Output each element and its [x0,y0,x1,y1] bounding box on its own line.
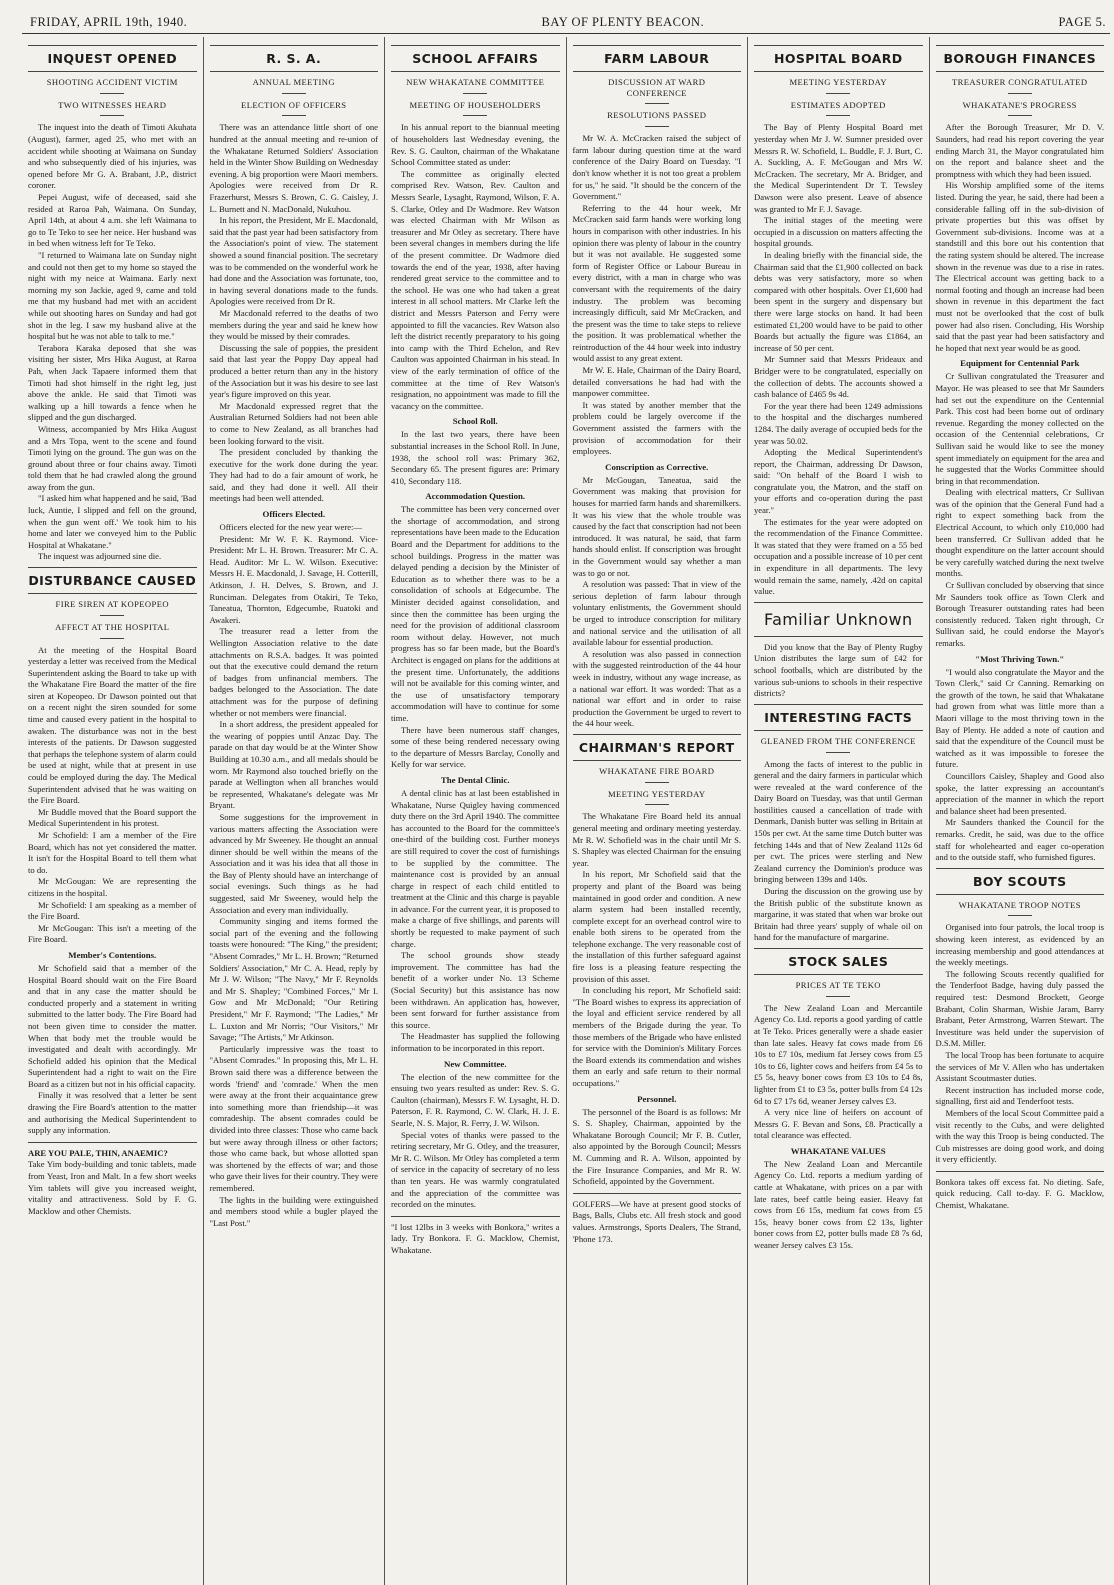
article-subheadline: WHAKATANE'S PROGRESS [962,99,1077,110]
section-subhead: Conscription as Corrective. [605,461,709,472]
paragraph: His Worship amplified some of the items listed. During the year, he said, there had been a considerable falling off in the sub-division of private properties but this was offset by Government sub-divisions. Income was at a standstill and this bore out his contention that the rating system should be altered. The increase shown in the revenue was due to a rise in rates. The Electrical account was getting back to a normal footing and though an increase had been shown in revenue in this department the fact must not be overlooked that the cost of bulk power had also risen. Concluding, His Worship said that the past year had been satisfactory and he hoped that next year would be as good. [935,180,1104,353]
paragraph: Councillors Caisley, Shapley and Good also spoke, the latter expressing an accountant's appreciation of the manner in which the report and balance sheet had been presented. [935,770,1104,816]
article-headline: STOCK SALES [754,948,923,975]
article [210,45,379,1229]
article [391,45,560,1211]
rule-divider [1008,93,1032,94]
paragraph: The following Scouts recently qualified for the Tenderfoot Badge, having duly passed the required test: Desmond Brockett, George Brabant, Colin Sharman, Wishie Jaram, Barry Brabant, Peter Armstrong, Warren Stewart. The Investiture was held under the supervision of D.S.M. Miller. [935,968,1104,1049]
article-headline: BOY SCOUTS [936,868,1105,895]
rule-divider [100,638,124,639]
rule-divider [645,103,669,104]
paragraph: President: Mr W. F. K. Raymond. Vice-President: Mr L. H. Brown. Treasurer: Mr C. A. Head. Auditor: Mr L. W. Wilson. Executive: Messrs H. E. Macdonald, J. Savage, H. Cotterill, Atkinson, J. H. Delves, S. Brown, and J. Runciman. Delegates from Otakiri, Te Teko, Taneatua, Thornton, Edgecumbe, Ruatoki and Awakeri. [209,533,378,625]
paragraph: Among the facts of interest to the public in general and the dairy farmers in particular which were revealed at the ward conference of the Dairy Board on Tuesday, was that until German hostilities caused a cancellation of trade with Denmark, Danish butter was selling in Britain at 150s per cwt. At the same time Dutch butter was fetching 144s and that of New Zealand 112s 6d per cwt. The prices were sterling and New Zealand currency the Dominion's produce was bringing between 139s and 140s. [754,758,923,885]
rule-divider [100,93,124,94]
paragraph: During the discussion on the growing use by the British public of the substitute known as margarine, it was stated that when war broke out Britain had three years' supply of whale oil on hand for the manufacture of margarine. [754,886,923,943]
paragraph: Dealing with electrical matters, Cr Sullivan was of the opinion that the General Fund had a right to expect something back from the Electrical Account, to which only £10,000 had been transferred. Cr Sullivan added that he thought expenditure on the latter account should be very carefully watched during the next twelve months. [935,487,1104,579]
paragraph: Did you know that the Bay of Plenty Rugby Union distributes the large sum of £42 for school footballs, which are distributed by the various sub-unions to schools in their respective districts? [754,641,923,699]
paragraph: For the year there had been 1249 admissions to the hospital and the discharges numbered 1284. The daily average of occupied beds for the year was 50.02. [754,400,923,446]
paragraph: Adopting the Medical Superintendent's report, the Chairman, addressing Dr Dawson, said: "On behalf of the Board I wish to congratulate you, the Matron, and the staff on your efforts and co-operation during the past year." [754,447,923,516]
section-subhead: Personnel. [637,1093,677,1104]
paper-title: BAY OF PLENTY BEACON. [541,15,705,29]
paragraph: Mr Macdonald expressed regret that the Australian Returned Soldiers had not been able to come to New Zealand, as all branches had been looking forward to the visit. [209,400,378,446]
column-2 [204,37,386,1585]
paragraph: A very nice line of heifers on account of Messrs G. F. Bevan and Sons, £8. Practically a total clearance was effected. [754,1107,923,1141]
article-subheadline: WHAKATANE TROOP NOTES [958,899,1081,910]
article-subheadline: AFFECT AT THE HOSPITAL [55,621,170,632]
section-subhead: Officers Elected. [262,509,326,520]
rule-divider [100,615,124,616]
paragraph: The local Troop has been fortunate to acquire the services of Mr V. Allen who has undertaken Assistant Scoutmaster duties. [935,1049,1104,1084]
article [754,948,923,1252]
article [28,567,197,1137]
article-subheadline: FIRE SIREN AT KOPEOPEO [55,599,169,610]
column-3 [385,37,567,1585]
rule-divider [463,115,487,116]
article-subheadline: GLEANED FROM THE CONFERENCE [760,735,916,746]
paragraph: In concluding his report, Mr Schofield said: "The Board wishes to express its appreciation of the loyal and efficient service rendered by all members of the Brigade during the year. To those members of the Brigade who have enlisted for service with the Dominion's Military Forces the Board extends its commendation and wishes them an early and safe return to their normal occupations." [572,985,741,1089]
article-headline: Familiar Unknown [754,602,923,637]
rule-divider [645,782,669,783]
section-subhead: The Dental Clinic. [440,774,510,785]
paragraph: The New Zealand Loan and Mercantile Agency Co. Ltd. reports a medium yarding of cattle at Whakatane, with prices on a par with late rates, beef cattle being easier. Heavy fat cows from £6 15s, medium fat cows from £5 15s, heavy boner cows from £2 13s, lighter boner cows from £2, potter bulls made £8 7s 6d, weaner Jersey calves £3 15s. [754,1158,923,1251]
article-subheadline: DISCUSSION AT WARD CONFERENCE [608,77,706,98]
columns [22,37,1110,1585]
section-subhead: "Most Thriving Town." [975,653,1065,664]
paragraph: Pepei August, wife of deceased, said she resided at Raroa Pah, Waimana. On Sunday, April 14th, at about 4 a.m. she left Waimana to go to Te Teko to see her neice. Her husband was in bed when witness left for Te Teko. [28,192,197,249]
article-subheadline: ESTIMATES ADOPTED [790,99,886,110]
rule-divider [826,752,850,753]
ad-text: Take Yim body-building and tonic tablets, made from Yeast, Iron and Malt. In a few short weeks Yim tablets will give you increased weight, vitality and attractiveness. Sold by F. G. Macklow and other Chemists. [28,1159,197,1216]
section-subhead: Equipment for Centennial Park [960,358,1080,369]
paragraph: Mr Saunders thanked the Council for the remarks. Credit, he said, was due to the office staff for wholehearted and eager co-operation and to the outside staff, who furnished figures. [935,817,1104,863]
paragraph: Mr Schofield said that a member of the Hospital Board should wait on the Fire Board and that in any case the matter should be conducted properly and a statement in writing submitted to the latter body. The Fire Board had not been given time to consider the matter. When that body met the trouble would be investigated and dealt with accordingly. Mr Schofield added his opinion that the Medical Superintendent had a right to wait on the Fire Board as a citizen but not in his official capacity. [28,962,197,1089]
paragraph: Some suggestions for the improvement in various matters affecting the Association were advanced by Mr Sweeney. He thought an annual dinner should be well within the means of the Association and it was his idea that all those in the Bay of Plenty should have an interchange of social evenings. Such things as he had suggested, said Mr Sweeney, would help the Association and every man individually. [209,811,378,915]
rule-divider [282,93,306,94]
article-headline: INQUEST OPENED [28,45,197,72]
paragraph: The lights in the building were extinguished and members stood while a bugler played the "Last Post." [209,1194,378,1228]
paragraph: The initial stages of the meeting were occupied in a discussion on matters affecting the hospital grounds. [754,215,923,249]
paragraph: The personnel of the Board is as follows: Mr S. S. Shapley, Chairman, appointed by the Whakatane Borough Council; Mr F. B. Cutler, also appointed by the Borough Council; Messrs M. Cumming and R. A. Wilson, appointed by the Fire Insurance Companies, and Mr R. W. Schofield, appointed by the Government. [572,1106,741,1187]
paragraph: Community singing and items formed the social part of the evening and the following toasts were honoured: "The King," the president; "Absent Comrades," Mr L. H. Brown; "Returned Soldiers' Association," Mr C. A. Head, reply by Mr J. W. Wilson; "The Navy," Mr F. Reynolds and Mr S. Shapley; "Combined Forces," Mr I. Gow and Mr McDonald; "Our Retiring President," Mr F. Raymond; "The Ladies," Mr L. Luxton and Mr Norris; "Our Visitors," Mr Savage; "The Artists," Mr Atkinson. [209,916,378,1043]
paragraph: Terabora Karaka deposed that she was visiting her sister, Mrs Hika August, at Raroa Pah, when Jack Tapaere informed them that Timoti had shot himself in the right leg, just above the ankle. He said that Timoti was walking up a hill towards a fence when he slipped and the gun discharged. [28,342,197,423]
paragraph: Mr Macdonald referred to the deaths of two members during the year and said he knew how they would be missed by their comrades. [209,307,378,342]
article-subheadline: NEW WHAKATANE COMMITTEE [406,77,545,87]
paragraph: The committee as originally elected comprised Rev. Watson, Rev. Caulton and Messrs Searle, Lysaght, Raymond, Wilson, F. A. S. Clarke, Otley and Dr Wadmore. Rev Watson was elected Chairman with Mr Wilson as treasurer and Mr Otley as secretary. There have been several changes in members during the life of the present committee. Dr Wadmore died towards the end of the year, 1938, after having rendered great service to the committee and to the school. He was one who had taken a great interest in all school matters. Mr Clarke left the district and Messrs Paterson and Ferry were appointed to fill the vacancies. Rev Watson also left the district recently preparatory to his going into camp with the Third Echelon, and Rev Caulton was appointed Chairman in his stead. In view of the early termination of office of the committee at the time of Rev Watson's resignation, no appointment was made to fill the vacancy on the committee. [391,168,560,411]
paragraph: The inquest into the death of Timoti Akuhata (August), farmer, aged 25, who met with an accident while shooting at Waimana on Sunday and who subsequently died of his injuries, was opened before Mr G. A. Brabant, J.P., district coroner. [28,122,197,191]
article-subheadline: MEETING YESTERDAY [607,788,706,799]
article [754,602,923,700]
article-subheadline: MEETING YESTERDAY [789,77,888,87]
paragraph: In dealing briefly with the financial side, the Chairman said that the £1,900 collected on back debts was very satisfactory, more so when compared with other hospitals. Over £1,600 had been spent in the surgery and dispensary but there were large stocks on hand. It had been estimated £1,200 would have to be paid to other Boards but actually the figure was £1864, an increase of 50 per cent. [754,250,923,353]
paragraph: Cr Sullivan congratulated the Treasurer and Mayor. He was pleased to see that Mr Saunders had set out the expenditure on the Centennial Park. This cost had been borne out of ordinary revenue. Regarding the money collected on the occasion of the Centennial celebrations, Cr Sullivan said he would like to see the money spent immediately on equipment for the area and he suggested that the Works Committee should bring in that recommendation. [935,371,1104,486]
column-6 [930,37,1111,1585]
paragraph: Mr Sumner said that Messrs Prideaux and Bridger were to be congratulated, especially on the collection of debts. The accounts showed a cash balance of £465 9s 4d. [754,354,923,400]
paragraph: In his report, the President, Mr E. Macdonald, said that the past year had been satisfactory from the Association's point of view. The statement showed a sound financial position. The secretary was to be commended on the wonderful work he had done and the Association was fortunate, too, in having several donations made to the funds. Apologies were received from Dr R. [209,215,378,307]
rule-divider [645,126,669,127]
rule-divider [826,93,850,94]
article-headline: BOROUGH FINANCES [936,45,1105,72]
section-subhead: Accommodation Question. [425,491,526,502]
ad-title: ARE YOU PALE, THIN, ANAEMIC? [28,1147,168,1158]
paragraph: The school grounds show steady improvement. The committee has had the benefit of a worker under No. 13 Scheme (Social Security) but this assistance has now been withdrawn. An application has, however, been sent forward for further assistance from this source. [391,950,560,1030]
paragraph: Special votes of thanks were passed to the retiring secretary, Mr G. Otley, and the treasurer, Mr R. C. Wilson. Mr Otley has completed a term of service in the capacity of secretary of no less than ten years. He was warmly congratulated and the appreciation of the committee was recorded on the minutes. [391,1129,560,1210]
article-headline: INTERESTING FACTS [754,704,923,731]
paragraph: Cr Sullivan concluded by observing that since Mr Saunders took office as Town Clerk and Borough Treasurer outstanding rates had been consistently reduced. Taken right through, Cr Sullivan said, he could endorse the Mayor's remarks. [935,580,1104,648]
article [754,704,923,944]
rule-divider [282,115,306,116]
article-headline: R. S. A. [210,45,379,72]
rule-divider [645,804,669,805]
paragraph: The committee has been very concerned over the shortage of accommodation, and strong representations have been made to the Education Board and the Department for additions to the school buildings. Progress in the matter was delayed pending a decision by the Minister of Education as to whether there was to be a consolidation of schools at Edgecumbe. The Minister decided against consolidation, and since then the committee has been urging the need for the provision of additional classroom room without delay. However, not much progress has so far been made, but the Board's Architect is engaged on plans for the additions at the present time. Unfortunately, the additions will not be available for this coming winter, and the use of unsatisfactory temporary accommodation will have to continue for some time. [391,504,560,723]
paragraph: The New Zealand Loan and Mercantile Agency Co. Ltd. reports a good yarding of cattle at Te Teko. Prices generally were a shade easier than late sales. Heavy fat cows made from £6 10s to £7 10s, medium fat Jersey cows from £5 10s to £6, lighter cows and heifers from £4 5s to £5 5s, heavy boner cows from £3 10s to £4 8s, lighter from £1 to £3 5s, potter bulls from £4 12s 6d to £7 17s 6d, weaner Jersey calves £3. [754,1002,923,1106]
paragraph: At the meeting of the Hospital Board yesterday a letter was received from the Medical Superintendent asking the Board to take up with the Whakatane Fire Board the matter of the fire siren at Kopeopeo. Dr Dawson pointed out that on a recent night the siren sounded for some time and caused every patient in the hospital to awaken. The disturbance was not in the best interests of the patients. Dr Dawson suggested that perhaps the telephone system of alarm could be used at night, while that at present in use could be employed during the day. The Medical Superintendent advised that he was waiting on the Fire Board. [28,644,197,806]
paragraph: A resolution was passed: That in view of the serious depletion of farm labour through voluntary enlistments, the Government should be urged to introduce conscription for military and national service and the utilisation of all available labour for essential production. [572,579,741,648]
paragraph: A dental clinic has at last been established in Whakatane, Nurse Quigley having commenced duty there on the 3rd April 1940. The committee has accounted to the Board for the committee's one-third of the building cost. Further moneys are still required to cover the cost of furnishings to be supplied by the committee. The maintenance cost is provided by an annual charge in respect of each child entitled to treatment at the Clinic and this charge is payable in advance. For the current year, it is proposed to make a charge of five shillings, and parents will shortly be requested to make payment of such charge. [391,787,560,949]
paragraph: The Whakatane Fire Board held its annual general meeting and ordinary meeting yesterday. Mr R. W. Schofield was in the chair until Mr S. S. Shapley was elected Chairman for the ensuing year. [572,811,741,868]
column-1 [22,37,204,1585]
paragraph: "I asked him what happened and he said, 'Bad luck, Auntie, I slipped and fell on the ground, when the gun went off.' We took him to his home and later we conveyed him to the Public Hospital at Whakatane." [28,493,197,550]
article [573,45,742,730]
article-subheadline: ELECTION OF OFFICERS [241,99,347,110]
paragraph: The president concluded by thanking the executive for the work done during the year. They had had to do a fair amount of work, he said, and they had done it well. All their meetings had been well attended. [209,447,378,504]
section-subhead: WHAKATANE VALUES [790,1145,886,1156]
paragraph: In a short address, the president appealed for the wearing of poppies until Anzac Day. The parade on that day would be at the Winter Show Building at 10.30 a.m., and all medals should be worn. Mr Raymond also touched briefly on the parade at Wellington when all branches would be represented, Whakatane's delegate was Mr Bryant. [209,719,378,811]
column-4 [567,37,749,1585]
article-headline: HOSPITAL BOARD [754,45,923,72]
paragraph: The treasurer read a letter from the Wellington Association relative to the date attachments on R.S.A. badges. It was pointed out that the executive could demand the return of badges from unfinancial members. The badges belonged to the Association. The date attachment was for the purpose of defining whether or not members were financial. [209,626,378,718]
page-number: PAGE 5. [1058,15,1106,29]
article [573,734,742,1188]
paragraph: Mr McGougan: This isn't a meeting of the Fire Board. [28,922,197,945]
article-subheadline: TREASURER CONGRATULATED [952,77,1088,87]
article [936,868,1105,1166]
article-headline: SCHOOL AFFAIRS [391,45,560,72]
paragraph: Witness, accompanied by Mrs Hika August and a Mrs Topa, went to the scene and found Timoti lying on the ground. The gun was on the ground about three or four chains away. Timoti told them that he had crawled along the ground away from the gun. [28,423,197,492]
paragraph: After the Borough Treasurer, Mr D. V. Saunders, had read his report covering the year ending March 31, the Mayor congratulated him on the report and balance sheet and the promptness with which they had been issued. [935,122,1104,179]
rule-divider [463,93,487,94]
article-headline: FARM LABOUR [573,45,742,72]
masthead [22,0,1110,34]
paragraph: Recent instruction has included morse code, signalling, first aid and Tenderfoot tests. [935,1084,1104,1107]
section-subhead: New Committee. [443,1058,507,1069]
paragraph: Members of the local Scout Committee paid a visit recently to the Cubs, and were delighted with the way this Troop is being conducted. The Cub mistresses are doing good work, and doing it very efficiently. [935,1107,1104,1165]
rule-divider [826,996,850,997]
section-subhead: Member's Contentions. [68,949,157,960]
article-headline: CHAIRMAN'S REPORT [573,734,742,761]
advertisement [391,1216,560,1257]
paragraph: Mr Buddle moved that the Board support the Medical Superintendent in his protest. [28,806,197,829]
rule-divider [826,115,850,116]
paragraph: Referring to the 44 hour week, Mr McCracken said farm hands were working long hours in comparison with other industries. In his opinion there was plenty of labour in the country but it was not available. He suggested some form of Register Office or Labour Bureau in every district, with a man in charge who was conversant with the requirements of the dairy industry. The problem was becoming increasingly difficult, said Mr McCracken, and the present was the time to take steps to relieve the position. It was problematical whether the reintroduction of the 44 hour week into industry would assist to any great extent. [572,202,741,364]
column-5 [748,37,930,1585]
article-headline: DISTURBANCE CAUSED [28,567,197,594]
paragraph: "I returned to Waimana late on Sunday night and could not then get to my home so stayed the night with my neice at Waimana. Early next morning my son Jackie, aged 9, came and told me that my husband had met with an accident while out shooting hares on Sunday and had got shot in the leg. I saw my husband alive at the hospital but he was not able to talk to me." [28,250,197,342]
rule-divider [100,115,124,116]
paragraph: In the last two years, there have been substantial increases in the School Roll. In June, 1938, the school roll was: Primary 362, Secondary 65. The present figures are: Primary 410, Secondary 118. [391,429,560,486]
article [754,45,923,598]
article-subheadline: WHAKATANE FIRE BOARD [599,765,715,776]
paragraph: The election of the new committee for the ensuing two years resulted as under: Rev. S. G. Caulton (chairman), Messrs F. W. Lysaght, H. D. Paterson, F. R. Raymond, C. W. Clark, H. J. E. Searle, N. S. Major, R. Ferry, J. W. Wilson. [391,1071,560,1128]
paragraph: In his annual report to the biannual meeting of householders last Wednesday evening, the Rev. S. G. Caulton, chairman of the Whakatane School Committee stated as under: [391,122,560,168]
issue-date: FRIDAY, APRIL 19th, 1940. [30,15,188,29]
paragraph: The estimates for the year were adopted on the recommendation of the Finance Committee. It was stated that they were framed on a 55 bed occupation and a possible increase of 10 per cent in expenditure in all departments. The levy would remain the same, namely, .42d on capital value. [754,516,923,597]
advertisement [573,1193,742,1245]
paragraph: Mr Schofield: I am a member of the Fire Board, which has not yet considered the matter. It isn't for the Hospital Board to tell them what to do. [28,830,197,875]
paragraph: A resolution was also passed in connection with the suggested reintroduction of the 44 hour week in industry, without any wage increase, as a national war effort. It was worded: That as a national war effort and in order to raise production the Government be urged to revert to the 44 hour week. [572,648,741,729]
rule-divider [1008,115,1032,116]
article [936,45,1105,864]
ad-text: GOLFERS—We have at present good stocks of Bags, Balls, Clubs etc. All fresh stock and good values. Armstrongs, Sports Dealers, The Strand, 'Phone 173. [572,1198,741,1244]
article-subheadline: RESOLUTIONS PASSED [607,110,707,121]
paragraph: "I would also congratulate the Mayor and the Town Clerk," said Cr Canning. Remarking on the growth of the town, he said that Whakatane had grown from what was little more than a Maori village to the most thriving town in the Bay of Plenty. He added a note of caution and said that the expenditure of the Council must be watched as it was impossible to foresee the future. [935,666,1104,770]
article [28,45,197,563]
article-subheadline: TWO WITNESSES HEARD [58,99,167,110]
rule-divider [1008,915,1032,916]
paragraph: The Headmaster has supplied the following information to be incorporated in this report. [391,1031,560,1053]
paragraph: Organised into four patrols, the local troop is showing keen interest, as evidenced by an increasing membership and good attendances at the weekly meetings. [935,922,1104,968]
advertisement [936,1171,1105,1212]
advertisement [28,1142,197,1218]
article-subheadline: SHOOTING ACCIDENT VICTIM [46,77,178,87]
paragraph: It was stated by another member that the problem could be largely overcome if the Government assisted the farmers with the provision of accommodation for their employees. [572,399,741,457]
paragraph: Mr Schofield: I am speaking as a member of the Fire Board. [28,899,197,922]
paragraph: The inquest was adjourned sine die. [38,551,162,562]
article-subheadline: MEETING OF HOUSEHOLDERS [409,99,541,110]
section-subhead: School Roll. [452,416,498,427]
paragraph: Finally it was resolved that a letter be sent drawing the Fire Board's attention to the matter and authorising the Medical Superintendent to supply any information. [28,1090,197,1136]
paragraph: The Bay of Plenty Hospital Board met yesterday when Mr J. W. Sumner presided over Messrs R. W. Schofield, L. Buddle, F. J. Burt, C. A. Suckling, A. F. McGougan and Mrs W. McCracken. The secretary, Mr A. Bridger, and the Medical Superintendent Dr T. Tewsley Dawson were also present. Leave of absence was granted to Mr F. J. Savage. [754,122,923,214]
paragraph: Mr McGougan: We are representing the citizens in the hospital. [28,876,197,898]
paragraph: In his report, Mr Schofield said that the property and plant of the Board was being maintained in good order and condition. A new alarm system had been installed recently, complete except for an overhead control wire to enable both sirens to be operated from the telephone exchange. The very reasonable cost of the installation of this further safeguard against fire loss is a pleasing feature respecting the provision of this asset. [572,869,741,984]
paragraph: There was an attendance little short of one hundred at the annual meeting and re-union of the Whakatane Returned Soldiers' Association held in the Winter Show Building on Wednesday evening. A big proportion were Maori members. Apologies were received from Dr R. Frazerhurst, Messrs S. Brown, C. G. Caisley, J. L. Burnett and N. MacDonald, Nukuhou. [209,122,378,214]
paragraph: Mr McGougan, Taneatua, said the Government was making that provision for houses for married farm hands and sharemilkers. It was his view that the whole trouble was caused by the fact that conscription had not been introduced. It was natural, he said, that farm hands should enlist. If conscription was brought in the Government would say whether a man was to go or not. [572,474,741,578]
paragraph: There have been numerous staff changes, some of these being rendered necessary owing to the departure of Messrs Barclay, Conolly and Kelly for war service. [391,724,560,770]
ad-text: Bonkora takes off excess fat. No dieting. Safe, quick reducing. Call to-day. F. G. Macklow, Chemist, Whakatane. [935,1176,1104,1211]
paragraph: Discussing the sale of poppies, the president said that last year the Poppy Day appeal had produced a better return than any in the history of the Association but it was his desire to see last year's figure improved on this year. [209,342,379,400]
article-subheadline: ANNUAL MEETING [252,77,335,87]
paragraph: Mr W. E. Hale, Chairman of the Dairy Board, detailed conversations he had had with the manpower committee. [572,365,741,399]
ad-text: "I lost 12lbs in 3 weeks with Bonkora," writes a lady. Try Bonkora. F. G. Macklow, Chemist, Whakatane. [391,1221,560,1255]
paragraph: Mr W. A. McCracken raised the subject of farm labour during question time at the ward conference of the Dairy Board on Tuesday. "I don't know whether it is not too great a problem for us," he said. "It should be the concern of the Government." [572,133,741,202]
paragraph: Particularly impressive was the toast to "Absent Comrades." In proposing this, Mr L. H. Brown said there was a difference between the words 'friend' and 'comrade.' When the men were away at the front their acquaintance grew into something more than friendship—it was comradeship. The absent comrades could be divided into three classes: Those who came back but were away through illness or other factors; those who came back, but whose allotted span was shortened by the effects of war; and those who gave their lives for their country. They were remembered. [209,1043,378,1193]
article-subheadline: PRICES AT TE TEKO [795,980,881,991]
paragraph: Officers elected for the new year were:— [219,522,363,533]
